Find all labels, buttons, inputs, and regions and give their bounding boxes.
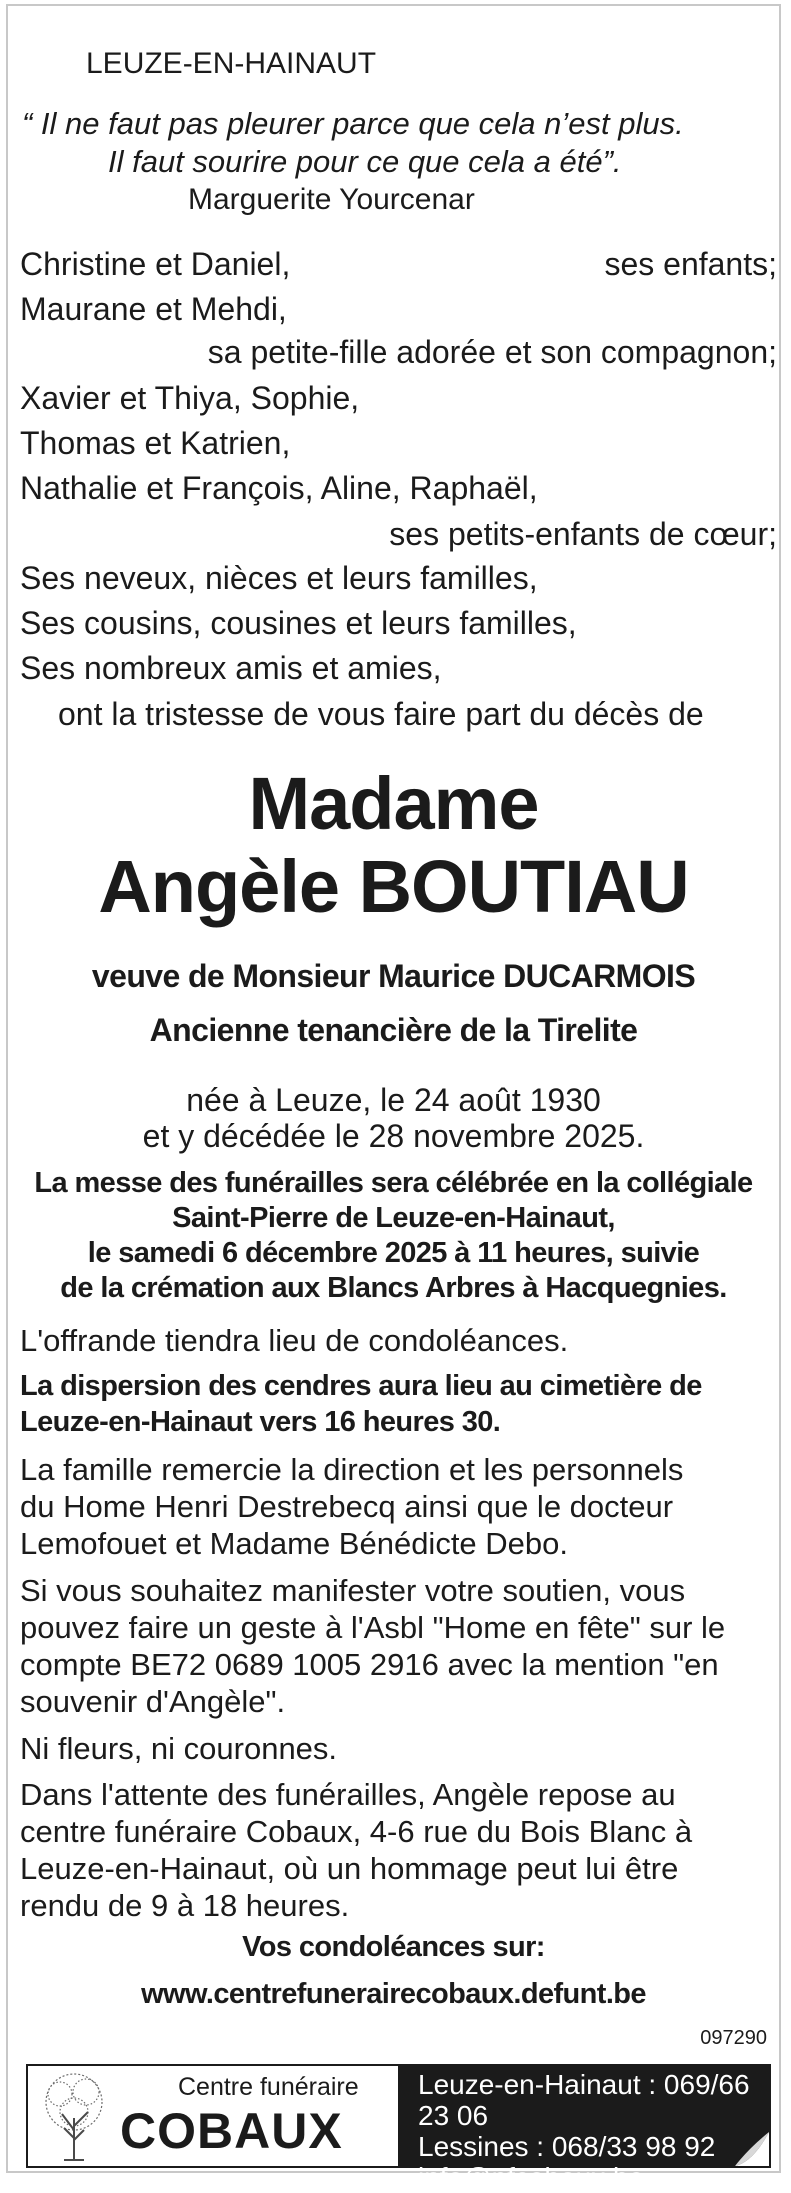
thanks-line-2: du Home Henri Destrebecq ainsi que le docteur [20,1489,674,1524]
funeral-home-footer [26,2064,771,2193]
deceased-name: Angèle BOUTIAU [98,845,689,928]
granddaughter-names: Maurane et Mehdi, [20,291,287,327]
children-names: Christine et Daniel, [20,246,291,282]
support-line-1: Si vous souhaitez manifester votre soutien, vous [20,1573,686,1608]
obituary-notice [6,4,781,2193]
viewing-line-4: rendu de 9 à 18 heures. [20,1888,350,1923]
funeral-line-3: le samedi 6 décembre 2025 à 11 heures, suivie [87,1237,700,1269]
widow-of: veuve de Monsieur Maurice DUCARMOIS [91,958,696,994]
brand-name: COBAUX [120,2103,343,2159]
tree-logo-icon [34,2068,114,2164]
condolences-url[interactable]: www.centrefunerairecobaux.defunt.be [141,1978,646,2010]
town-heading: LEUZE-EN-HAINAUT [86,47,377,80]
email-address[interactable]: info@pfcobaux.be [418,2162,645,2193]
condolences-label: Vos condoléances sur: [242,1931,545,1963]
heart-grandchildren-line-1: Xavier et Thiya, Sophie, [20,380,360,416]
support-line-4: souvenir d'Angèle". [20,1684,286,1719]
occupation: Ancienne tenancière de la Tirelite [149,1012,638,1048]
quote-author: Marguerite Yourcenar [188,183,475,216]
birth-line: née à Leuze, le 24 août 1930 [186,1082,601,1118]
quote-line-1: “ Il ne faut pas pleurer parce que cela n’est plus. [22,106,684,141]
deceased-title: Madame [248,762,539,845]
nephews-line: Ses neveux, nièces et leurs familles, [20,560,538,596]
quote-line-2: Il faut sourire pour ce que cela a été”. [108,144,622,179]
heart-grandchildren-role: ses petits-enfants de cœur; [389,516,777,552]
phone-leuze[interactable]: Leuze-en-Hainaut : 069/66 23 06 [418,2069,750,2131]
death-line: et y décédée le 28 novembre 2025. [142,1118,645,1154]
funeral-line-1: La messe des funérailles sera célébrée en la collégiale [34,1167,753,1199]
support-line-2: pouvez faire un geste à l'Asbl "Home en fête" sur le [20,1610,726,1645]
viewing-line-1: Dans l'attente des funérailles, Angèle repose au [20,1777,676,1812]
thanks-line-1: La famille remercie la direction et les personnels [20,1452,684,1487]
contact-panel [398,2066,769,2193]
phone-lessines[interactable]: Lessines : 068/33 98 92 [418,2131,716,2162]
support-line-3: compte BE72 0689 1005 2916 avec la mention "en [20,1647,719,1682]
thanks-line-3: Lemofouet et Madame Bénédicte Debo. [20,1526,569,1561]
cousins-line: Ses cousins, cousines et leurs familles, [20,605,577,641]
viewing-line-3: Leuze-en-Hainaut, où un hommage peut lui être [20,1851,679,1886]
children-role: ses enfants; [604,246,777,282]
heart-grandchildren-line-2: Thomas et Katrien, [20,425,291,461]
offering-line: L'offrande tiendra lieu de condoléances. [20,1323,569,1358]
viewing-line-2: centre funéraire Cobaux, 4-6 rue du Bois Blanc à [20,1814,693,1849]
brand-subtitle: Centre funéraire [178,2073,359,2101]
announcement-line: ont la tristesse de vous faire part du décès de [58,696,704,732]
ashes-line-1: La dispersion des cendres aura lieu au cimetière de [20,1370,702,1402]
friends-line: Ses nombreux amis et amies, [20,650,442,686]
page-curl-icon [735,2132,769,2166]
granddaughter-role: sa petite-fille adorée et son compagnon; [207,334,777,370]
no-flowers-line: Ni fleurs, ni couronnes. [20,1731,338,1766]
heart-grandchildren-line-3: Nathalie et François, Aline, Raphaël, [20,470,538,506]
ashes-line-2: Leuze-en-Hainaut vers 16 heures 30. [20,1406,501,1438]
funeral-line-2: Saint-Pierre de Leuze-en-Hainaut, [172,1202,615,1234]
funeral-line-4: de la crémation aux Blancs Arbres à Hacquegnies. [60,1272,727,1304]
reference-number: 097290 [700,2027,767,2049]
